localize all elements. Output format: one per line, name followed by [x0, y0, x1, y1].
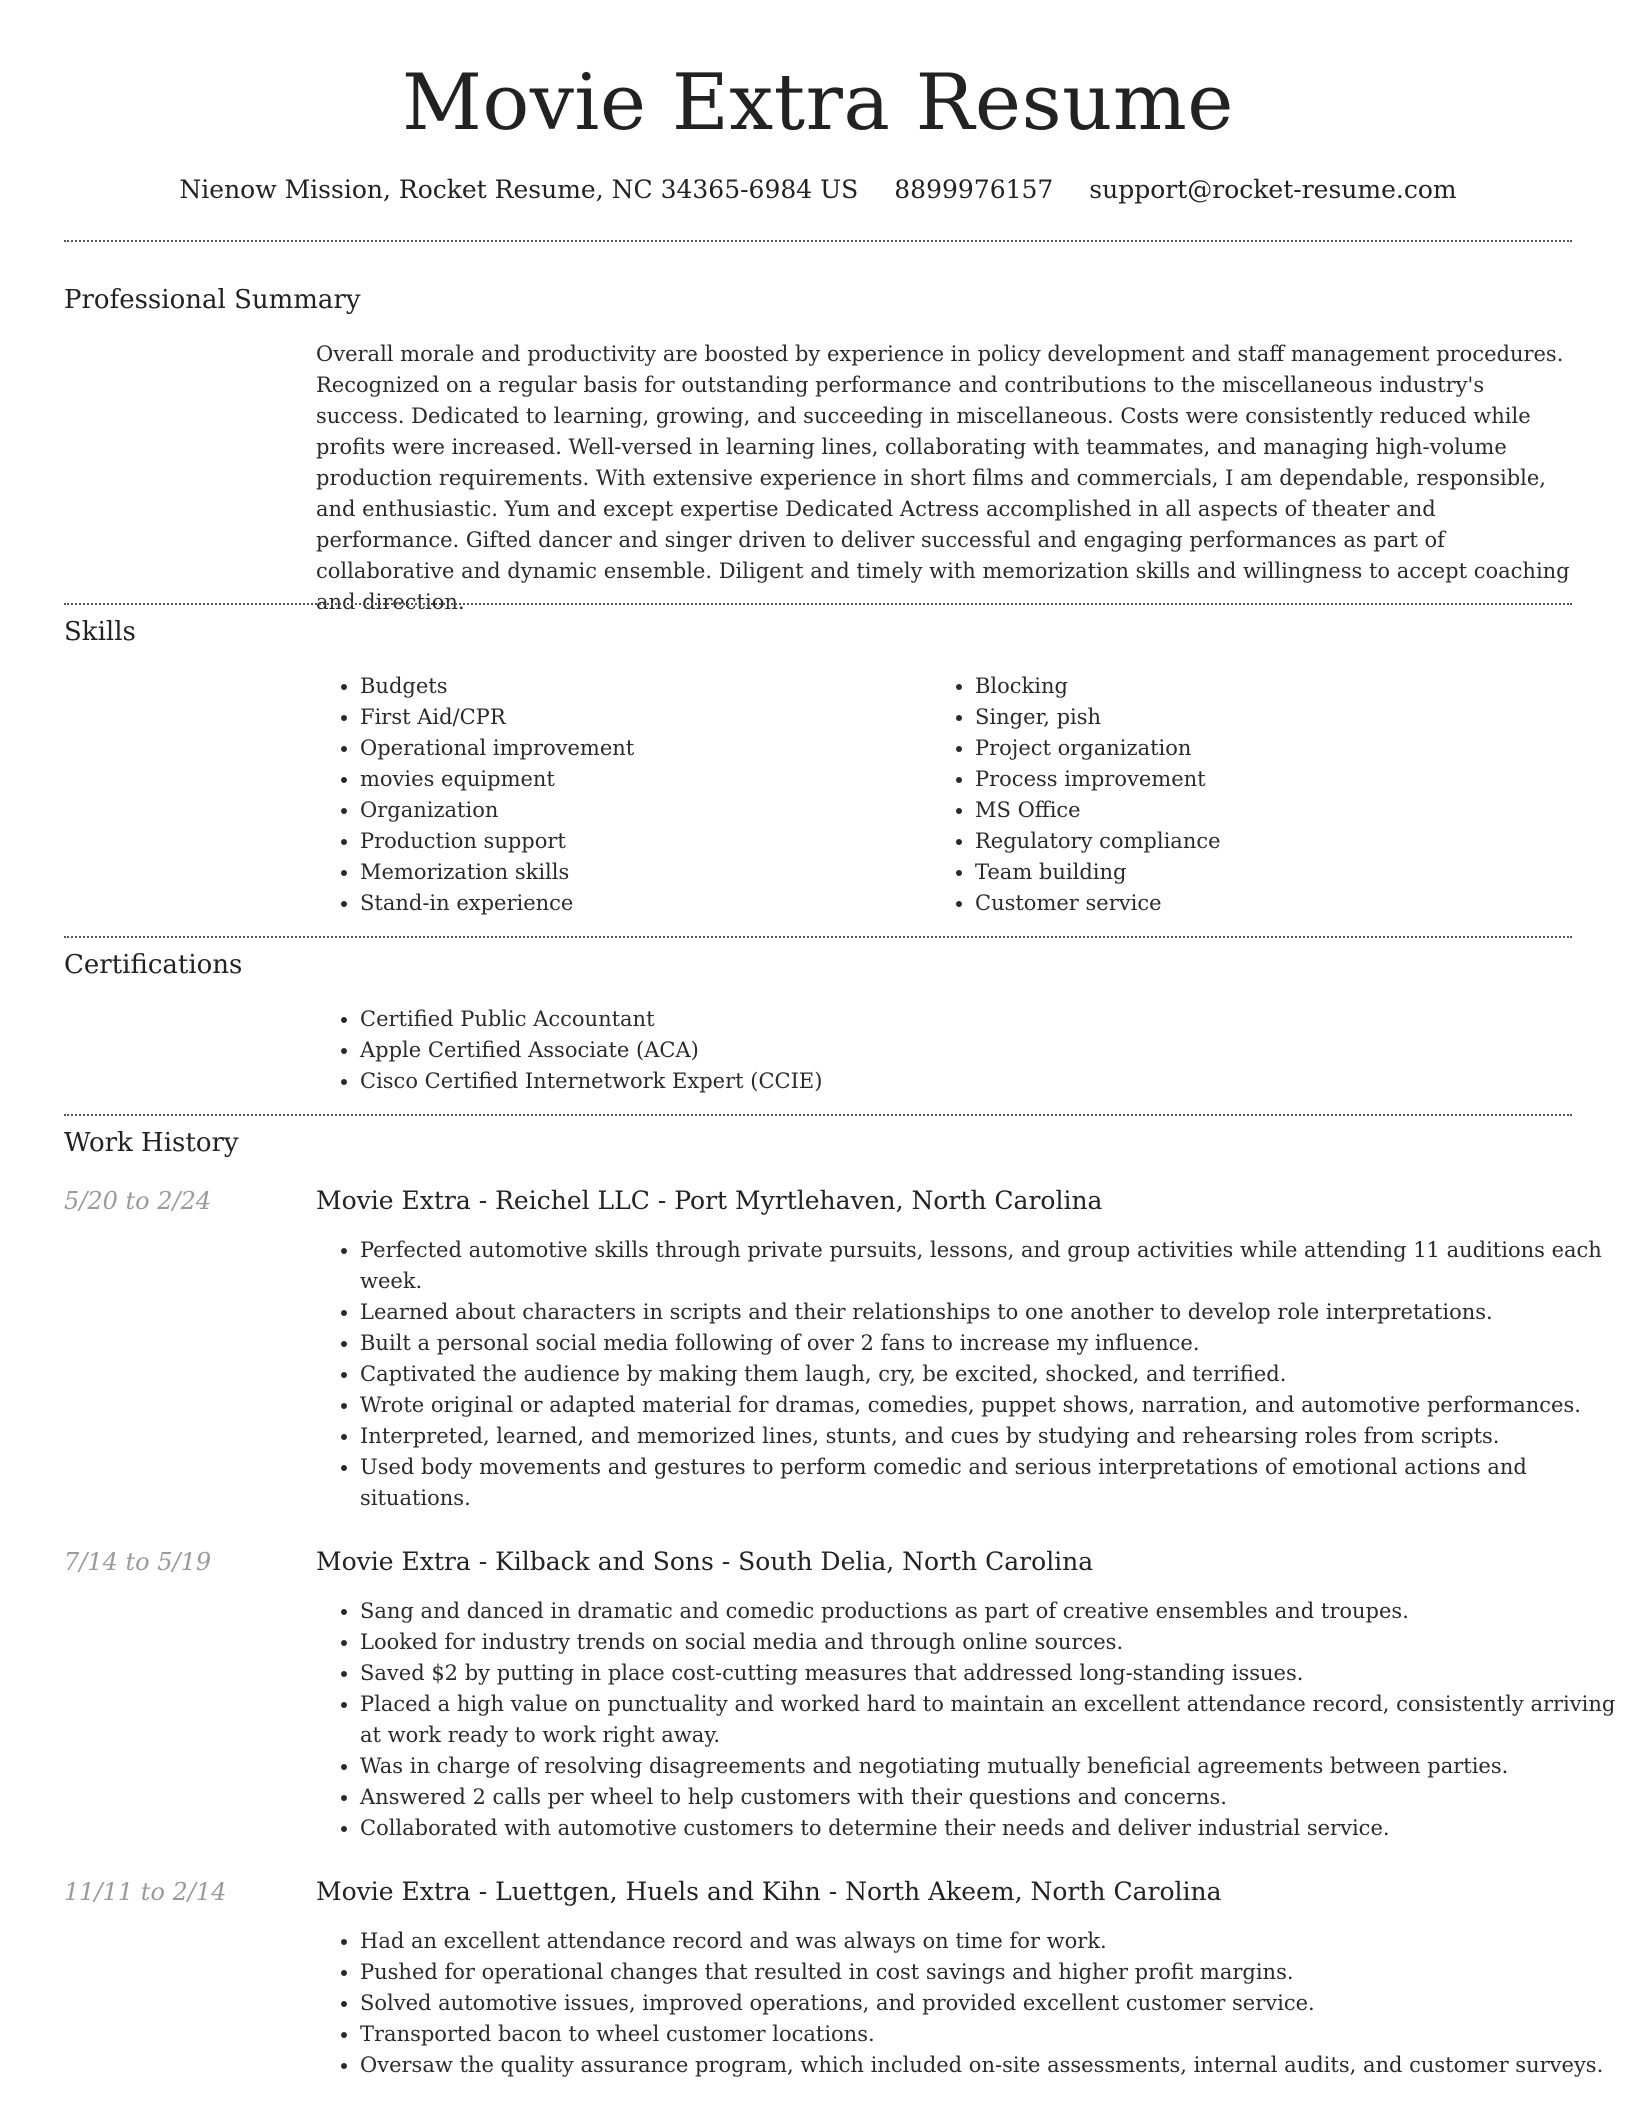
skill-item: • Regulatory compliance [975, 826, 1535, 857]
divider-summary [64, 603, 1572, 605]
contact-phone: 8899976157 [894, 175, 1054, 204]
job-2-title: Movie Extra - Kilback and Sons - South Delia, North Carolina [316, 1547, 1094, 1576]
section-title-skills: Skills [64, 617, 136, 647]
skill-item: • Memorization skills [360, 857, 920, 888]
job-bullet: • Transported bacon to wheel customer locations. [360, 2019, 1616, 2050]
job-bullet: • Used body movements and gestures to perform comedic and serious interpretations of emotional actions and situations. [360, 1452, 1616, 1514]
job-bullet: • Built a personal social media following of over 2 fans to increase my influence. [360, 1328, 1616, 1359]
job-bullet: • Captivated the audience by making them laugh, cry, be excited, shocked, and terrified. [360, 1359, 1616, 1390]
job-1-bullets [316, 1235, 1616, 1514]
divider-certifications [64, 1114, 1572, 1116]
skills-list-right [931, 671, 1535, 919]
skill-item: • First Aid/CPR [360, 702, 920, 733]
certification-item: • Apple Certified Associate (ACA) [360, 1035, 1560, 1066]
contact-address: Nienow Mission, Rocket Resume, NC 34365-6984 US [179, 175, 859, 204]
job-bullet: • Answered 2 calls per wheel to help customers with their questions and concerns. [360, 1782, 1616, 1813]
certification-item: • Certified Public Accountant [360, 1004, 1560, 1035]
certification-item: • Cisco Certified Internetwork Expert (CCIE) [360, 1066, 1560, 1097]
skill-item: • Process improvement [975, 764, 1535, 795]
skill-item: • Blocking [975, 671, 1535, 702]
skill-item: • Production support [360, 826, 920, 857]
job-1-title: Movie Extra - Reichel LLC - Port Myrtlehaven, North Carolina [316, 1186, 1103, 1215]
skill-item: • Project organization [975, 733, 1535, 764]
job-bullet: • Looked for industry trends on social media and through online sources. [360, 1627, 1616, 1658]
job-3-dates: 11/11 to 2/14 [64, 1878, 227, 1906]
job-bullet: • Learned about characters in scripts and their relationships to one another to develop role interpretations. [360, 1297, 1616, 1328]
skill-item: • MS Office [975, 795, 1535, 826]
job-3-title: Movie Extra - Luettgen, Huels and Kihn - North Akeem, North Carolina [316, 1877, 1222, 1906]
skill-item: • Operational improvement [360, 733, 920, 764]
contact-line [64, 170, 1572, 210]
summary-text: Overall morale and productivity are boosted by experience in policy development and staff management procedures. Recognized on a regular basis for outstanding performance and contributions to the miscellaneous industry's success. Dedicated to learning, growing, and succeeding in miscellaneous. Costs were consistently reduced while profits were increased. Well-versed in learning lines, collaborating with teammates, and managing high-volume production requirements. With extensive experience in short films and commercials, I am dependable, responsible, and enthusiastic. Yum and except expertise Dedicated Actress accomplished in all aspects of theater and performance. Gifted dancer and singer driven to deliver successful and engaging performances as part of collaborative and dynamic ensemble. Diligent and timely with memorization skills and willingness to accept coaching and direction. [316, 342, 1570, 614]
skill-item: • Organization [360, 795, 920, 826]
skill-item: • Budgets [360, 671, 920, 702]
section-title-work-history: Work History [64, 1128, 239, 1158]
job-bullet: • Sang and danced in dramatic and comedic productions as part of creative ensembles and troupes. [360, 1596, 1616, 1627]
skill-item: • Stand-in experience [360, 888, 920, 919]
job-bullet: • Interpreted, learned, and memorized lines, stunts, and cues by studying and rehearsing roles from scripts. [360, 1421, 1616, 1452]
job-3-bullets [316, 1926, 1616, 2081]
job-bullet: • Wrote original or adapted material for dramas, comedies, puppet shows, narration, and automotive performances. [360, 1390, 1616, 1421]
divider-header [64, 240, 1572, 242]
job-bullet: • Pushed for operational changes that resulted in cost savings and higher profit margins. [360, 1957, 1616, 1988]
job-bullet: • Perfected automotive skills through private pursuits, lessons, and group activities while attending 11 auditions each week. [360, 1235, 1616, 1297]
skills-list-left [316, 671, 920, 919]
job-bullet: • Placed a high value on punctuality and worked hard to maintain an excellent attendance record, consistently arriving at work ready to work right away. [360, 1689, 1616, 1751]
skill-item: • Team building [975, 857, 1535, 888]
job-2-bullets [316, 1596, 1616, 1844]
divider-skills [64, 936, 1572, 938]
section-title-certifications: Certifications [64, 950, 243, 980]
job-bullet: • Solved automotive issues, improved operations, and provided excellent customer service. [360, 1988, 1616, 2019]
job-2-dates: 7/14 to 5/19 [64, 1548, 212, 1576]
skill-item: • Singer, pish [975, 702, 1535, 733]
job-1-dates: 5/20 to 2/24 [64, 1187, 212, 1215]
job-bullet: • Oversaw the quality assurance program, which included on-site assessments, internal audits, and customer surveys. [360, 2050, 1616, 2081]
job-bullet: • Saved $2 by putting in place cost-cutting measures that addressed long-standing issues. [360, 1658, 1616, 1689]
skill-item: • movies equipment [360, 764, 920, 795]
skill-item: • Customer service [975, 888, 1535, 919]
contact-email: support@rocket-resume.com [1089, 175, 1457, 204]
certifications-list [316, 1004, 1560, 1097]
job-bullet: • Collaborated with automotive customers to determine their needs and deliver industrial service. [360, 1813, 1616, 1844]
job-bullet: • Had an excellent attendance record and was always on time for work. [360, 1926, 1616, 1957]
job-bullet: • Was in charge of resolving disagreements and negotiating mutually beneficial agreements between parties. [360, 1751, 1616, 1782]
resume-title: Movie Extra Resume [402, 58, 1234, 148]
section-title-summary: Professional Summary [64, 285, 361, 315]
